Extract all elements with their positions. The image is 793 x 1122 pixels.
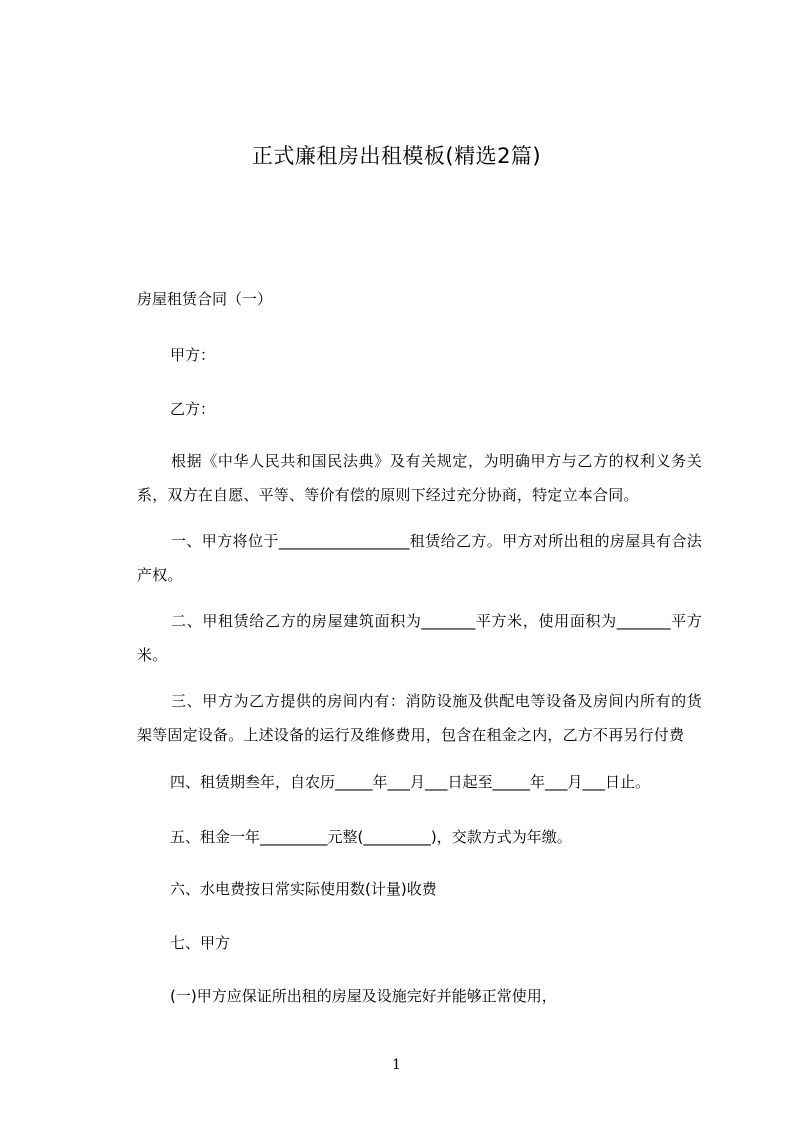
clause-3-paragraph: 三、甲方为乙方提供的房间内有：消防设施及供配电等设备及房间内所有的货架等固定设备。上述设备的运行及维修费用，包含在租金之内，乙方不再另行付费 xyxy=(137,692,702,744)
clause-4-line: 四、租赁期叁年，自农历_____年___月___日起至_____年___月___日止。 xyxy=(170,773,651,791)
party-a-label: 甲方： xyxy=(170,346,216,364)
party-b-label: 乙方： xyxy=(170,400,216,418)
clause-7-1-line: (一)甲方应保证所出租的房屋及设施完好并能够正常使用， xyxy=(170,987,557,1005)
page-number: 1 xyxy=(392,1057,401,1073)
clause-5-line: 五、租金一年_________元整(_________)，交款方式为年缴。 xyxy=(170,828,572,846)
clause-7-line: 七、甲方 xyxy=(170,934,231,952)
preamble-paragraph: 根据《中华人民共和国民法典》及有关规定，为明确甲方与乙方的权利义务关系，双方在自愿、平等、等价有偿的原则下经过充分协商，特定立本合同。 xyxy=(137,452,702,504)
clause-2-paragraph: 二、甲租赁给乙方的房屋建筑面积为_______平方米，使用面积为_______平方米。 xyxy=(137,612,702,664)
clause-1-paragraph: 一、甲方将位于_________________租赁给乙方。甲方对所出租的房屋具有合法产权。 xyxy=(137,532,702,584)
document-title: 正式廉租房出租模板(精选2篇) xyxy=(251,144,542,168)
clause-6-line: 六、水电费按日常实际使用数(计量)收费 xyxy=(170,880,437,898)
contract-heading: 房屋租赁合同（一） xyxy=(137,290,273,308)
